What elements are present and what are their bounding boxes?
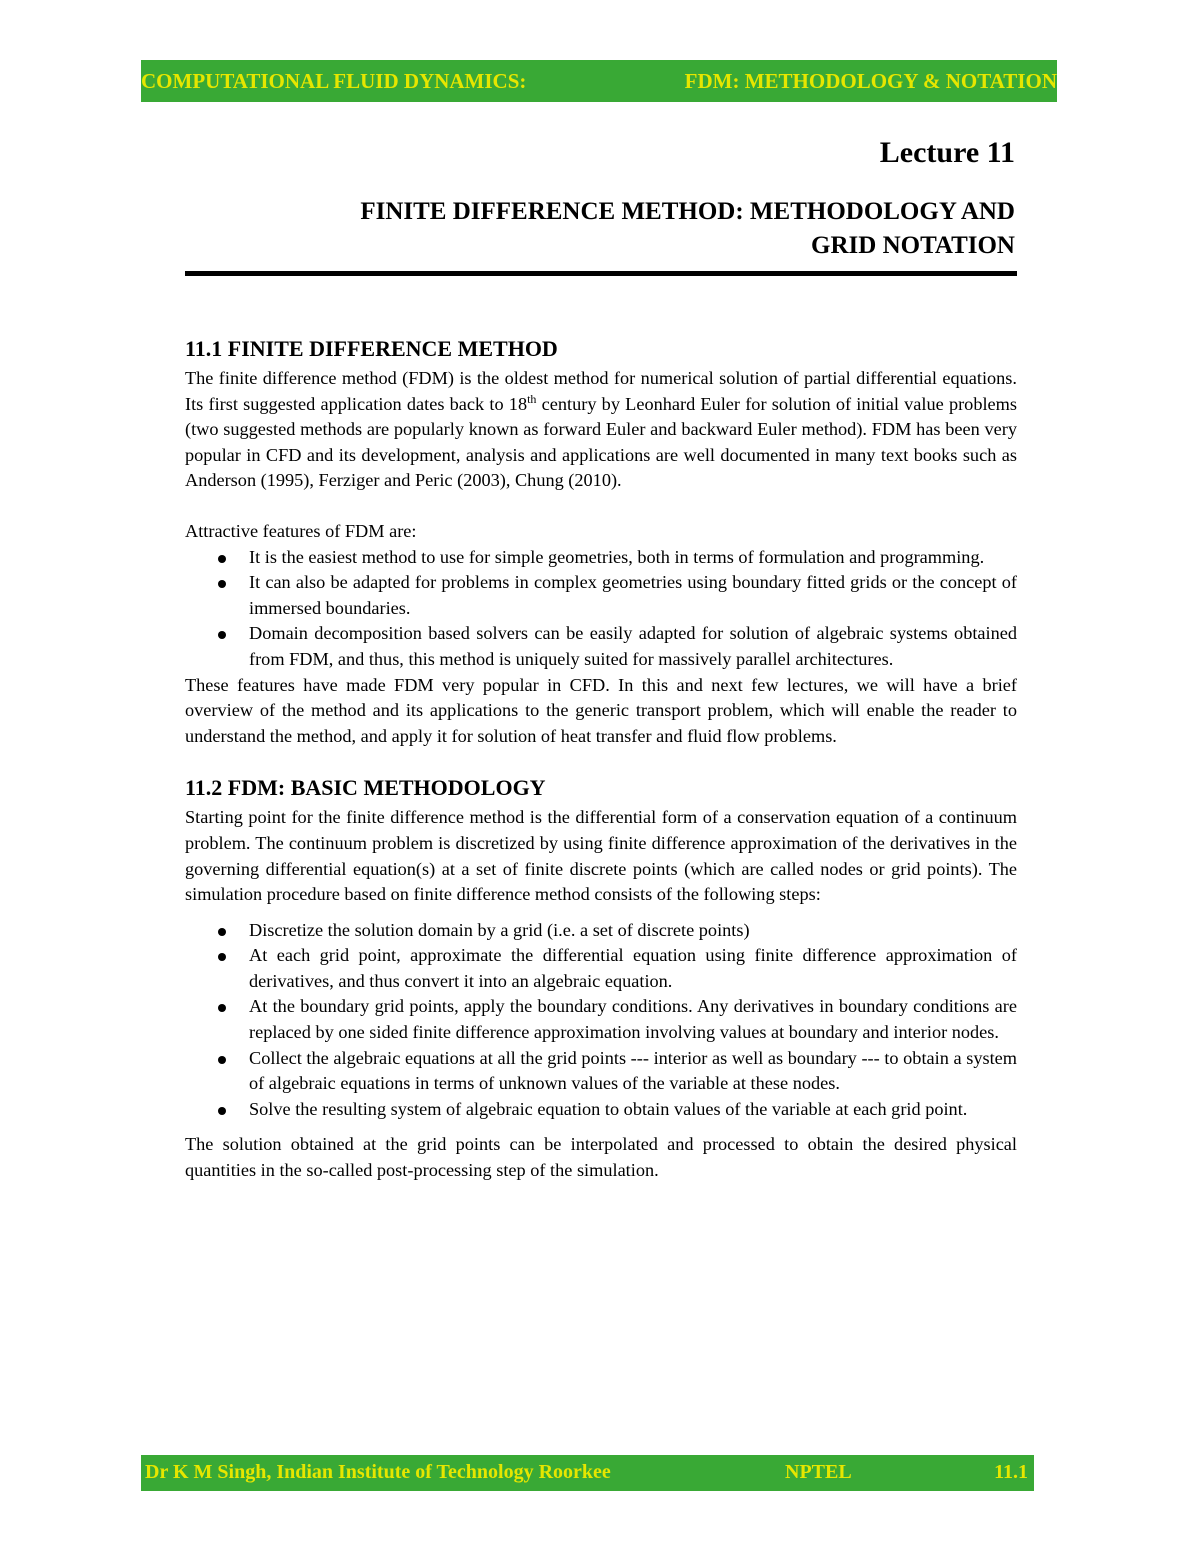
title-divider bbox=[185, 271, 1017, 276]
section-2-intro: Starting point for the finite difference method is the differential form of a conservation equation of a continuum problem. The continuum problem is discretized by using finite difference approximation of the derivatives in the governing differential equation(s) at a set of finite discrete points (which are called nodes or grid points). The simulation procedure based on finite difference method consists of the following steps: bbox=[185, 807, 1017, 905]
section-1-paragraph-part2: century by Leonhard Euler for solution of initial value problems (two suggested methods are popularly known as forward Euler and backward Euler method). FDM has been very popular in CFD and its development, analysis and applications are well documented in many text books such as Anderson (1995), Ferziger and Peric (2003), Chung (2010). bbox=[185, 393, 1017, 491]
section-1-heading: 11.1 FINITE DIFFERENCE METHOD bbox=[185, 336, 558, 361]
list-item: Discretize the solution domain by a grid (i.e. a set of discrete points) bbox=[185, 918, 1017, 944]
section-1-paragraph bbox=[185, 366, 1017, 494]
bullet-icon bbox=[218, 580, 226, 588]
footer-author: Dr K M Singh, Indian Institute of Technology Roorkee bbox=[145, 1461, 611, 1483]
superscript-th: th bbox=[527, 391, 537, 406]
list-item: It is the easiest method to use for simple geometries, both in terms of formulation and programming. bbox=[185, 545, 1017, 571]
bullet-icon bbox=[218, 1107, 226, 1115]
section-1-paragraph-part1: The finite difference method (FDM) is the oldest method for numerical solution of partial differential equations. Its first suggested application dates back to 18 bbox=[185, 368, 1017, 414]
bullet-icon bbox=[218, 1004, 226, 1012]
lecture-title bbox=[185, 195, 1015, 263]
list-item: At the boundary grid points, apply the boundary conditions. Any derivatives in boundary conditions are replaced by one sided finite difference approximation involving values at boundary and interior nodes. bbox=[185, 994, 1017, 1045]
lecture-number: Lecture 11 bbox=[879, 136, 1015, 169]
features-closing: These features have made FDM very popular in CFD. In this and next few lectures, we will have a brief overview of the method and its applications to the generic transport problem, which will enable the reader to understand the method, and apply it for solution of heat transfer and fluid flow problems. bbox=[185, 674, 1017, 746]
features-list bbox=[185, 545, 1017, 673]
footer-series: NPTEL bbox=[785, 1461, 852, 1483]
bullet-icon bbox=[218, 1056, 226, 1064]
header-topic-title: FDM: METHODOLOGY & NOTATION bbox=[684, 68, 1057, 93]
steps-list bbox=[185, 918, 1017, 1123]
bullet-icon bbox=[218, 953, 226, 961]
list-item: It can also be adapted for problems in complex geometries using boundary fitted grids or the concept of immersed boundaries. bbox=[185, 570, 1017, 621]
lecture-title-line1: FINITE DIFFERENCE METHOD: METHODOLOGY AND bbox=[360, 198, 1015, 225]
header-course-title: COMPUTATIONAL FLUID DYNAMICS: bbox=[141, 68, 527, 93]
list-item: At each grid point, approximate the differential equation using finite difference approximation of derivatives, and thus convert it into an algebraic equation. bbox=[185, 943, 1017, 994]
list-item: Solve the resulting system of algebraic equation to obtain values of the variable at each grid point. bbox=[185, 1097, 1017, 1123]
running-footer bbox=[141, 1455, 1034, 1491]
page-number: 11.1 bbox=[994, 1461, 1028, 1483]
section-2-heading: 11.2 FDM: BASIC METHODOLOGY bbox=[185, 775, 546, 801]
bullet-icon bbox=[218, 631, 226, 639]
list-item: Domain decomposition based solvers can be easily adapted for solution of algebraic systems obtained from FDM, and thus, this method is uniquely suited for massively parallel architectures. bbox=[185, 621, 1017, 672]
section-2-closing: The solution obtained at the grid points can be interpolated and processed to obtain the desired physical quantities in the so-called post-processing step of the simulation. bbox=[185, 1134, 1017, 1181]
bullet-icon bbox=[218, 555, 226, 563]
features-intro: Attractive features of FDM are: bbox=[185, 520, 417, 541]
bullet-icon bbox=[218, 928, 226, 936]
page-body bbox=[185, 334, 1017, 1184]
running-header bbox=[141, 60, 1057, 102]
list-item: Collect the algebraic equations at all the grid points --- interior as well as boundary --- to obtain a system of algebraic equations in terms of unknown values of the variable at these nodes. bbox=[185, 1046, 1017, 1097]
lecture-title-line2: GRID NOTATION bbox=[811, 232, 1015, 259]
